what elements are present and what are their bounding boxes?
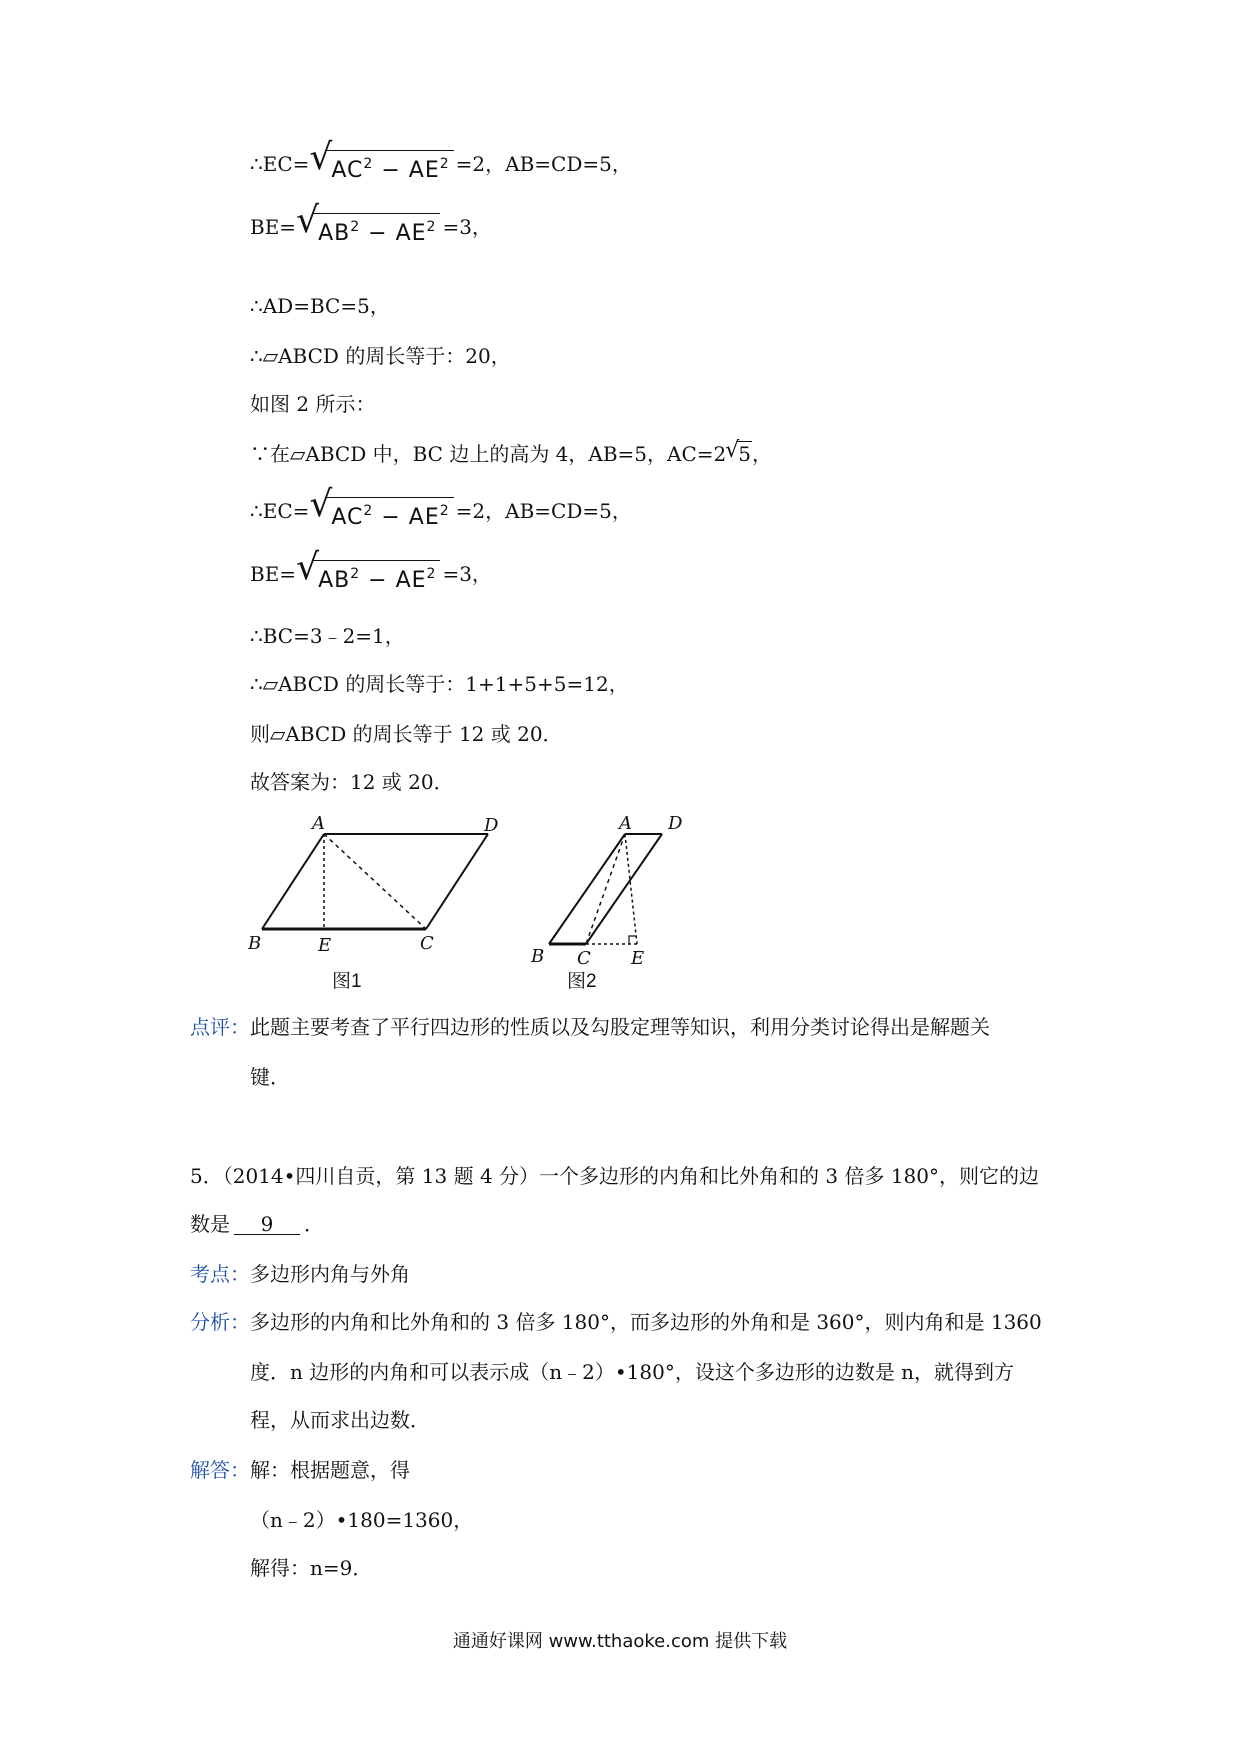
kaodian-line: 考点：多边形内角与外角 bbox=[190, 1262, 410, 1286]
point-label: E bbox=[318, 935, 332, 956]
solution-line-5: 如图 2 所示： bbox=[250, 392, 376, 416]
sqrt-expression: √ $AB^2 - AE^2$ bbox=[298, 560, 440, 592]
review-line-1: 点评：此题主要考查了平行四边形的性质以及勾股定理等知识，利用分类讨论得出是解题关 bbox=[190, 1015, 990, 1039]
solution-line-6: ∵在▱ABCD 中，BC 边上的高为 4，AB=5，AC=2√ 5， bbox=[250, 444, 772, 464]
sqrt-expression: √ $AC^2 - AE^2$ bbox=[311, 150, 453, 182]
solution-line-12: 故答案为：12 或 20． bbox=[250, 770, 454, 794]
solution-line-11: 则▱ABCD 的周长等于 12 或 20． bbox=[250, 722, 563, 746]
sqrt-expression: √ $AB^2 - AE^2$ bbox=[298, 213, 440, 245]
solution-line-10: ∴▱ABCD 的周长等于：1+1+5+5=12， bbox=[250, 672, 629, 696]
fenxi-line-2: 度．n 边形的内角和可以表示成（n﹣2）•180°，设这个多边形的边数是 n，就得到方 bbox=[250, 1360, 1015, 1384]
jieda-line-3: 解得：n=9． bbox=[250, 1556, 373, 1580]
solution-line-3: ∴AD=BC=5， bbox=[250, 294, 390, 318]
solution-line-7: ∴EC=√ $AC^2 - AE^2 =2$，AB=CD=5， bbox=[250, 497, 632, 529]
fenxi-label: 分析： bbox=[190, 1310, 250, 1334]
fenxi-line-3: 程，从而求出边数． bbox=[250, 1408, 430, 1432]
figure-2-caption: 图2 bbox=[567, 971, 597, 992]
point-label: E bbox=[631, 948, 645, 969]
solution-line-1: ∴EC=√ $AC^2 - AE^2 =2$，AB=CD=5， bbox=[250, 150, 632, 182]
solution-line-8: BE=√ $AB^2 - AE^2 =3$， bbox=[250, 560, 492, 592]
answer-blank: 9 bbox=[234, 1214, 300, 1235]
point-label: A bbox=[619, 813, 632, 834]
question-5-stem-1: 5．（2014•四川自贡，第 13 题 4 分）一个多边形的内角和比外角和的 3 倍多 180°，则它的边 bbox=[190, 1164, 1039, 1188]
question-5-stem-2: 数是 9 ． bbox=[190, 1212, 324, 1236]
sqrt-expression: √ 5 bbox=[726, 444, 752, 464]
figure-1-caption: 图1 bbox=[332, 971, 362, 992]
solution-line-4: ∴▱ABCD 的周长等于：20， bbox=[250, 344, 511, 368]
solution-line-9: ∴BC=3﹣2=1， bbox=[250, 624, 405, 648]
jieda-line-2: （n﹣2）•180=1360， bbox=[250, 1508, 474, 1532]
page-footer: 通通好课网 www.tthaoke.com 提供下载 bbox=[452, 1631, 788, 1652]
point-label: D bbox=[668, 813, 683, 834]
point-label: B bbox=[531, 946, 545, 967]
solution-line-2: BE=√ $AB^2 - AE^2 =3$， bbox=[250, 213, 492, 245]
fenxi-line-1: 分析：多边形的内角和比外角和的 3 倍多 180°，而多边形的外角和是 360°，则内角和是 1360 bbox=[190, 1310, 1042, 1334]
jieda-label: 解答： bbox=[190, 1458, 250, 1482]
point-label: C bbox=[420, 933, 434, 954]
kaodian-label: 考点： bbox=[190, 1262, 250, 1286]
point-label: C bbox=[577, 948, 591, 969]
review-line-2: 键． bbox=[250, 1065, 290, 1089]
sqrt-expression: √ $AC^2 - AE^2$ bbox=[311, 497, 453, 529]
point-label: B bbox=[248, 933, 262, 954]
figure-1-parallelogram bbox=[248, 812, 528, 962]
review-label: 点评： bbox=[190, 1015, 250, 1039]
point-label: D bbox=[484, 815, 499, 836]
figure-2-parallelogram bbox=[525, 810, 700, 975]
jieda-line-1: 解答：解：根据题意，得 bbox=[190, 1458, 410, 1482]
point-label: A bbox=[312, 813, 325, 834]
